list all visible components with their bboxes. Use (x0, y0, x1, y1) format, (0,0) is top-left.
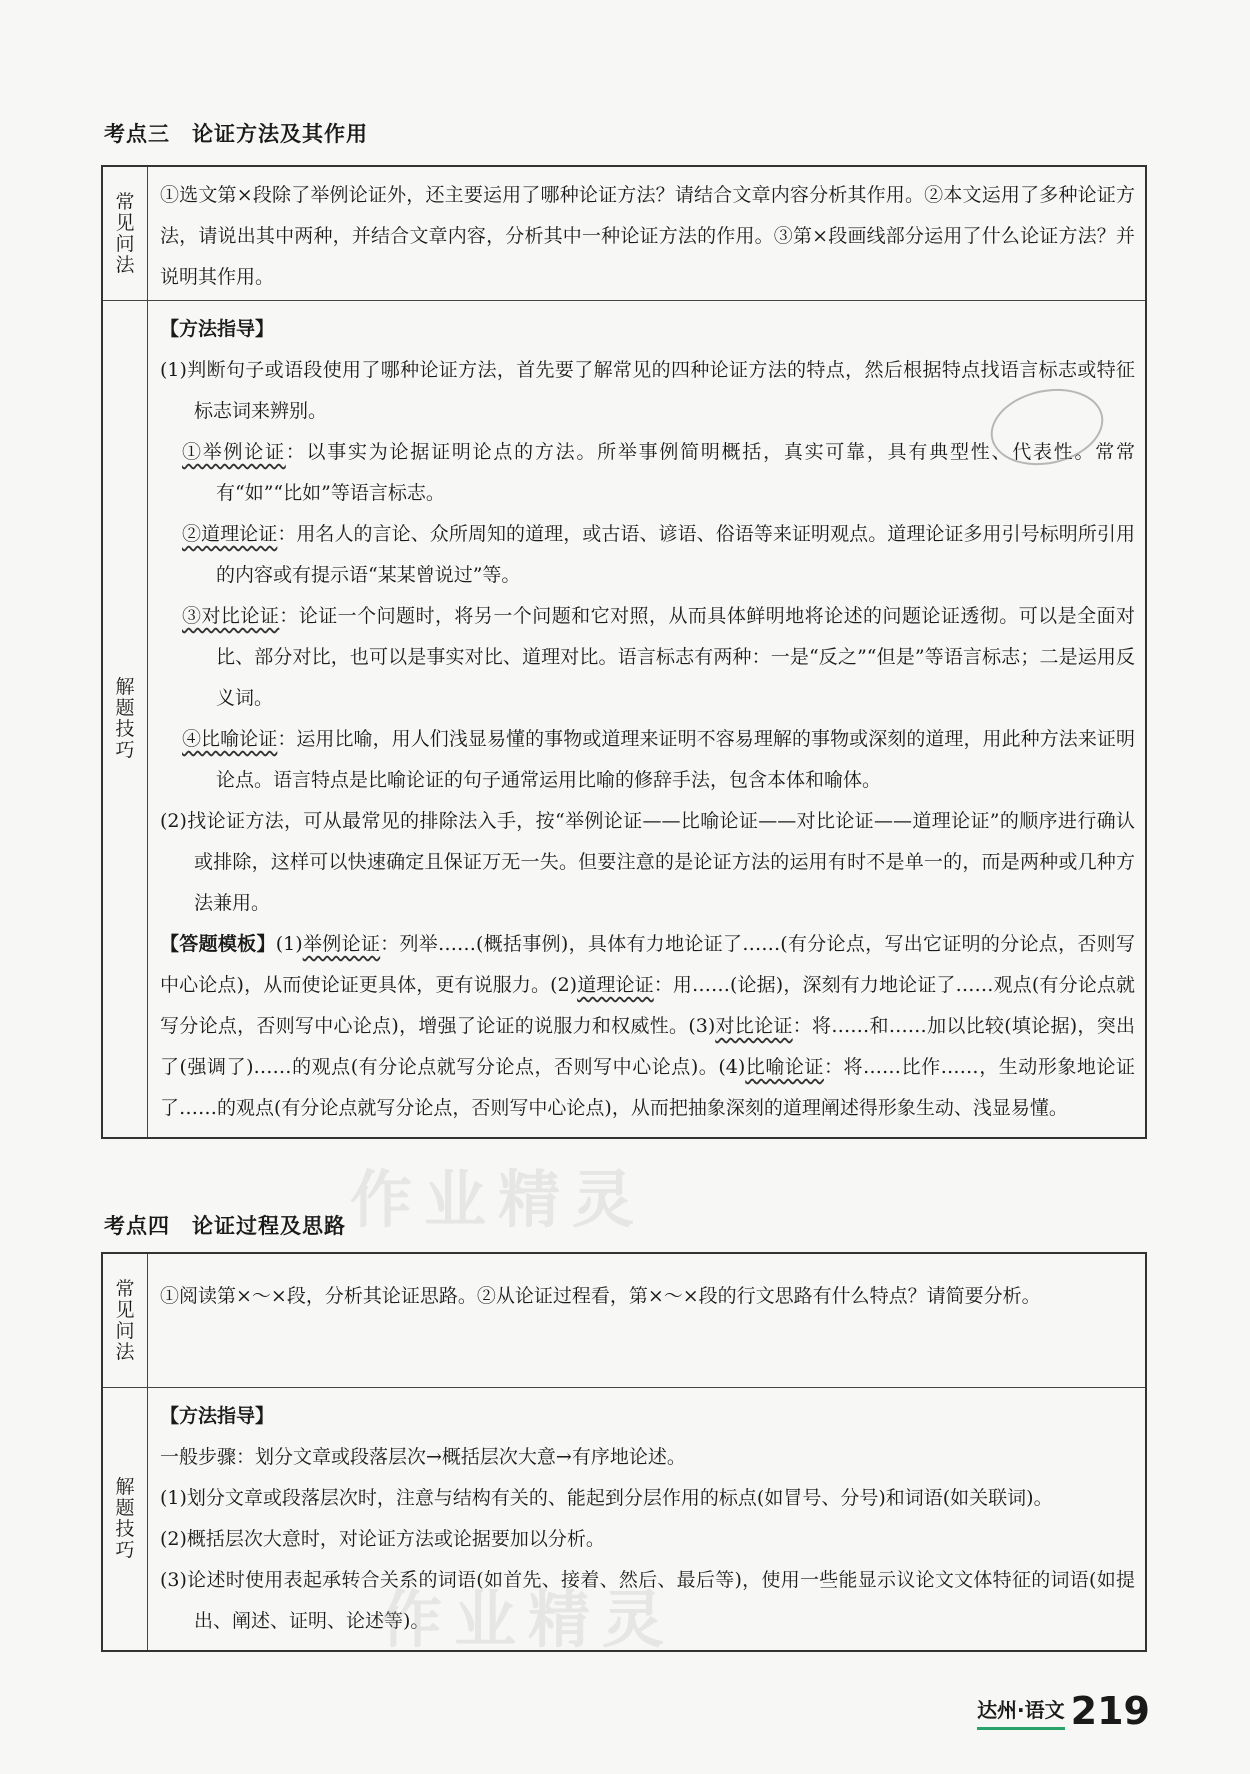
footer-region: 达州·语文 (977, 1694, 1065, 1730)
section4-p1: (1)划分文章或段落层次时，注意与结构有关的、能起到分层作用的标点(如冒号、分号)和词语(如关联词)。 (160, 1487, 1053, 1509)
section3-heading: 论证方法及其作用 (192, 122, 368, 146)
section4-ask-row (103, 1254, 1145, 1388)
section3-ask-text: ①选文第×段除了举例论证外，还主要运用了哪种论证方法？请结合文章内容分析其作用。②本文运用了多种论证方法，请说出其中两种，并结合文章内容，分析其中一种论证方法的作用。③第×段画线部分运用了什么论证方法？并说明其作用。 (160, 184, 1135, 288)
section3-skill-label: 解题技巧 (103, 301, 148, 1137)
section3-table (101, 165, 1147, 1139)
section3-p2: (2)找论证方法，可从最常见的排除法入手，按“举例论证——比喻论证——对比论证——道理论证”的顺序进行确认或排除，这样可以快速确定且保证万无一失。但要注意的是论证方法的运用有时不是单一的，而是两种或几种方法兼用。 (160, 810, 1135, 914)
section4-guide-head: 【方法指导】 (160, 1405, 275, 1427)
section4-steps: 一般步骤：划分文章或段落层次→概括层次大意→有序地论述。 (160, 1446, 686, 1468)
method-metaphor: ④比喻论证：运用比喻，用人们浅显易懂的事物或道理来证明不容易理解的事物或深刻的道理，用此种方法来证明论点。语言特点是比喻论证的句子通常运用比喻的修辞手法，包含本体和喻体。 (182, 728, 1135, 791)
section4-ask-label: 常见问法 (103, 1254, 148, 1387)
section4-number: 考点四 (104, 1214, 170, 1238)
watermark-2: 作业精灵 (380, 1583, 677, 1656)
method-reason: ②道理论证：用名人的言论、众所周知的道理，或古语、谚语、俗语等来证明观点。道理论证多用引号标明所引用的内容或有提示语“某某曾说过”等。 (182, 523, 1135, 586)
page-footer (977, 1689, 1150, 1733)
section4-ask-text: ①阅读第×～×段，分析其论证思路。②从论证过程看，第×～×段的行文思路有什么特点？请简要分析。 (160, 1285, 1041, 1307)
answer-template: 【答题模板】(1)举例论证：列举……(概括事例)，具体有力地论证了……(有分论点，写出它证明的分论点，否则写中心论点)，从而使论证更具体，更有说服力。(2)道理论证：用……(论据)，深刻有力地论证了……观点(有分论点就写分论点，否则写中心论点)，增强了论证的说服力和权威性。(3)对比论证：将……和……加以比较(填论据)，突出了(强调了)……的观点(有分论点就写分论点，否则写中心论点)。(4)比喻论证：将……比作……，生动形象地论证了……的观点(有分论点就写分论点，否则写中心论点)，从而把抽象深刻的道理阐述得形象生动、浅显易懂。 (160, 933, 1135, 1119)
section3-number: 考点三 (104, 122, 170, 146)
section3-ask-row (103, 167, 1145, 301)
method-example: ①举例论证：以事实为论据证明论点的方法。所举事例简明概括，真实可靠，具有典型性、代表性。常常有“如”“比如”等语言标志。 (182, 441, 1135, 504)
section4-skill-label: 解题技巧 (103, 1388, 148, 1650)
method-contrast: ③对比论证：论证一个问题时，将另一个问题和它对照，从而具体鲜明地将论述的问题论证透彻。可以是全面对比、部分对比，也可以是事实对比、道理对比。语言标志有两种：一是“反之”“但是”等语言标志；二是运用反义词。 (182, 605, 1135, 709)
watermark-1: 作业精灵 (350, 1163, 647, 1236)
section4-p3: (3)论述时使用表起承转合关系的词语(如首先、接着、然后、最后等)，使用一些能显示议论文文体特征的词语(如提出、阐述、证明、论述等)。 (160, 1569, 1135, 1632)
section4-title (104, 1210, 346, 1240)
page-number: 219 (1070, 1689, 1150, 1733)
section3-skill-row (103, 301, 1145, 1137)
section3-guide-head: 【方法指导】 (160, 318, 275, 340)
section3-title (104, 118, 368, 148)
section3-p1: (1)判断句子或语段使用了哪种论证方法，首先要了解常见的四种论证方法的特点，然后根据特点找语言标志或特征标志词来辨别。 (160, 359, 1135, 422)
section4-p2: (2)概括层次大意时，对论证方法或论据要加以分析。 (160, 1528, 605, 1550)
section4-heading: 论证过程及思路 (192, 1214, 346, 1238)
section3-ask-label: 常见问法 (103, 167, 148, 300)
